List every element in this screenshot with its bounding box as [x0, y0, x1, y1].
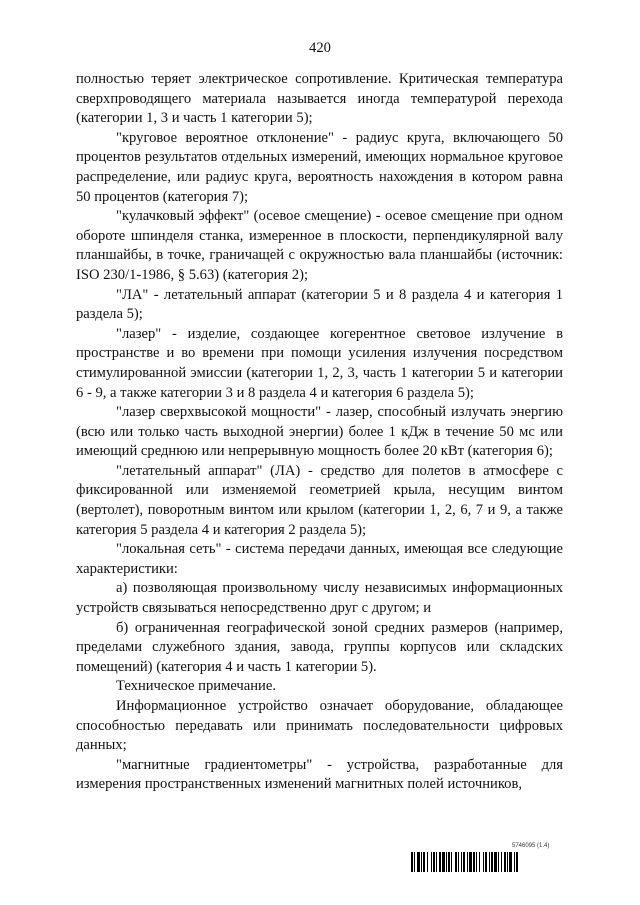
page-number: 420: [309, 40, 331, 56]
paragraph: "локальная сеть" - система передачи данных, имеющая все следующие характеристики:: [76, 541, 563, 577]
paragraph: "лазер сверхвысокой мощности" - лазер, способный излучать энергию (всю или только часть выходной энергии) более 1 кДж в течение 50 мс или имеющий среднюю или непрерывную мощность более 20 кВт (категория 6);: [76, 404, 563, 460]
paragraph: "лазер" - изделие, создающее когерентное световое излучение в пространстве и во времени при помощи усиления излучения посредством стимулированной эмиссии (категории 1, 2, 3, часть 1 категории 5 и категории 6 - 9, а также категории 3 и 8 раздела 4 и категория 6 раздела 5);: [76, 325, 563, 401]
barcode-bar: [518, 852, 519, 872]
paragraph: б) ограниченная географической зоной средних размеров (например, пределами служебного здания, завода, группы корпусов или складских помещений) (категория 4 и часть 1 категории 5).: [76, 619, 563, 675]
paragraph: Информационное устройство означает оборудование, обладающее способностью передавать или принимать последовательности цифровых данных;: [76, 698, 563, 754]
paragraph: "ЛА" - летательный аппарат (категории 5 и 8 раздела 4 и категория 1 раздела 5);: [76, 286, 563, 323]
paragraph: "магнитные градиентометры" - устройства, разработанные для измерения пространственных изменений магнитных полей источников,: [76, 756, 563, 793]
document-body: [76, 70, 563, 795]
paragraph: "летательный аппарат" (ЛА) - средство для полетов в атмосфере с фиксированной или изменяемой геометрией крыла, несущим винтом (вертолет), поворотным винтом или крылом (категории 1, 2, 6, 7 и 9, а также категория 5 раздела 4 и категория 2 раздела 5);: [76, 462, 563, 538]
paragraph: "круговое вероятное отклонение" - радиус круга, включающего 50 процентов результатов отдельных измерений, имеющих нормальное круговое распределение, или радиус круга, вероятность нахождения в котором равна 50 процентов (категория 7);: [76, 129, 563, 205]
paragraph: полностью теряет электрическое сопротивление. Критическая температура сверхпроводящего материала называется иногда температурой перехода (категории 1, 3 и часть 1 категории 5);: [76, 71, 563, 127]
paragraph: Техническое примечание.: [116, 678, 276, 695]
document-code: 5746095 (1.4): [512, 843, 550, 849]
barcode: [411, 852, 563, 872]
paragraph: "кулачковый эффект" (осевое смещение) - осевое смещение при одном обороте шпинделя станка, измеренное в плоскости, перпендикулярной валу планшайбы, в точке, граничащей с окружностью вала планшайбы (источник: ISO 230/1-1986, § 5.63) (категория 2);: [76, 208, 563, 283]
paragraph: а) позволяющая произвольному числу независимых информационных устройств связываться непосредственно друг с другом; и: [76, 580, 563, 617]
